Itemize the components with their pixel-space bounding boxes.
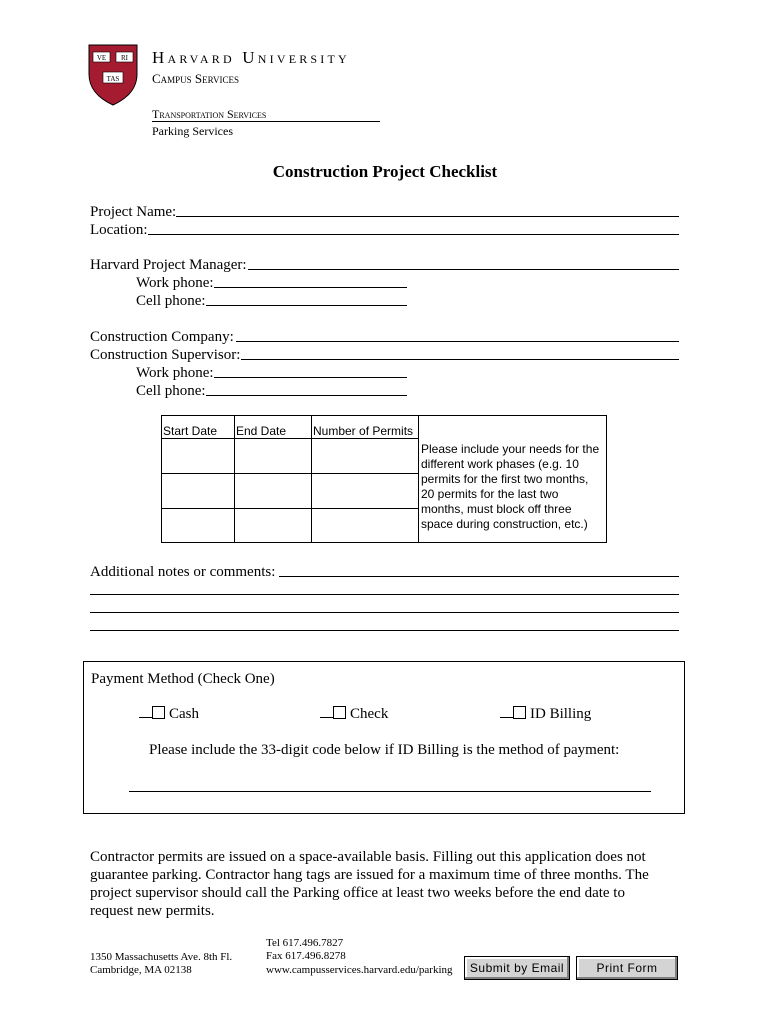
billing-code-field[interactable]: [129, 791, 651, 792]
table-cell[interactable]: [162, 439, 235, 474]
supervisor-work-phone-label: Work phone:: [136, 365, 214, 381]
table-cell[interactable]: [162, 509, 235, 543]
table-cell[interactable]: [162, 474, 235, 509]
supervisor-label: Construction Supervisor:: [90, 347, 241, 363]
parking-services: Parking Services: [152, 124, 233, 138]
phone-fax: Fax 617.496.8278: [266, 950, 346, 962]
manager-work-phone-label: Work phone:: [136, 275, 214, 291]
table-header-end-date: End Date: [235, 416, 312, 439]
transportation-services: Transportation Services: [152, 107, 267, 121]
manager-label: Harvard Project Manager:: [90, 257, 247, 273]
supervisor-field[interactable]: [241, 359, 679, 360]
campus-services: Campus Services: [152, 71, 239, 86]
supervisor-cell-phone-field[interactable]: [206, 395, 407, 396]
page-title: Construction Project Checklist: [272, 162, 498, 181]
table-cell[interactable]: [235, 439, 312, 474]
company-label: Construction Company:: [90, 329, 234, 345]
website-link[interactable]: www.campusservices.harvard.edu/parking: [266, 964, 453, 976]
table-cell[interactable]: [235, 509, 312, 543]
payment-option-cash[interactable]: Cash: [139, 705, 199, 723]
notes-line[interactable]: [90, 630, 679, 631]
project-name-label: Project Name:: [90, 204, 177, 220]
shield-word-3: TAS: [106, 75, 120, 83]
supervisor-work-phone-field[interactable]: [214, 377, 407, 378]
table-cell[interactable]: [312, 439, 419, 474]
payment-heading: Payment Method (Check One): [91, 671, 275, 687]
checkbox-icon[interactable]: [333, 706, 346, 719]
supervisor-cell-phone-label: Cell phone:: [136, 383, 206, 399]
company-field[interactable]: [236, 341, 679, 342]
notes-field[interactable]: [279, 576, 679, 577]
table-cell[interactable]: [312, 474, 419, 509]
checkbox-icon[interactable]: [152, 706, 165, 719]
address-line1: 1350 Massachusetts Ave. 8th Fl.: [90, 951, 233, 963]
manager-work-phone-field[interactable]: [214, 287, 407, 288]
submit-by-email-button[interactable]: Submit by Email: [464, 956, 570, 980]
manager-cell-phone-label: Cell phone:: [136, 293, 206, 309]
payment-option-check[interactable]: Check: [320, 705, 388, 723]
footer-paragraph: Contractor permits are issued on a space-available basis. Filling out this application does not guarantee parking. Contractor hang tags are issued for a maximum time of three months. The project supervisor should call the Parking office at least two weeks before the end date to request new permits.: [90, 849, 649, 919]
table-cell[interactable]: [312, 509, 419, 543]
table-header-start-date: Start Date: [162, 416, 235, 439]
location-field[interactable]: [148, 234, 679, 235]
payment-instruction: Please include the 33-digit code below if ID Billing is the method of payment:: [149, 742, 620, 758]
shield-word-2: RI: [121, 54, 128, 62]
harvard-shield-logo: [88, 44, 138, 106]
manager-field[interactable]: [248, 269, 679, 270]
permits-note: Please include your needs for the different work phases (e.g. 10 permits for the first two months, 20 permits for the last two months, must block off three space during construction, etc.): [419, 416, 607, 543]
phone-tel: Tel 617.496.7827: [266, 937, 344, 949]
table-cell[interactable]: [235, 474, 312, 509]
notes-label: Additional notes or comments:: [90, 564, 276, 580]
shield-word-1: VE: [96, 54, 107, 62]
project-name-field[interactable]: [176, 216, 679, 217]
manager-cell-phone-field[interactable]: [206, 305, 407, 306]
header-rule: [152, 121, 380, 122]
address-line2: Cambridge, MA 02138: [90, 964, 192, 976]
notes-line[interactable]: [90, 612, 679, 613]
payment-option-id-billing[interactable]: ID Billing: [500, 705, 591, 723]
location-label: Location:: [90, 222, 148, 238]
table-header-number-of-permits: Number of Permits: [312, 416, 419, 439]
checkbox-icon[interactable]: [513, 706, 526, 719]
print-form-button[interactable]: Print Form: [576, 956, 678, 980]
university-name: Harvard University: [152, 48, 350, 67]
notes-line[interactable]: [90, 594, 679, 595]
permits-table: [161, 415, 607, 543]
